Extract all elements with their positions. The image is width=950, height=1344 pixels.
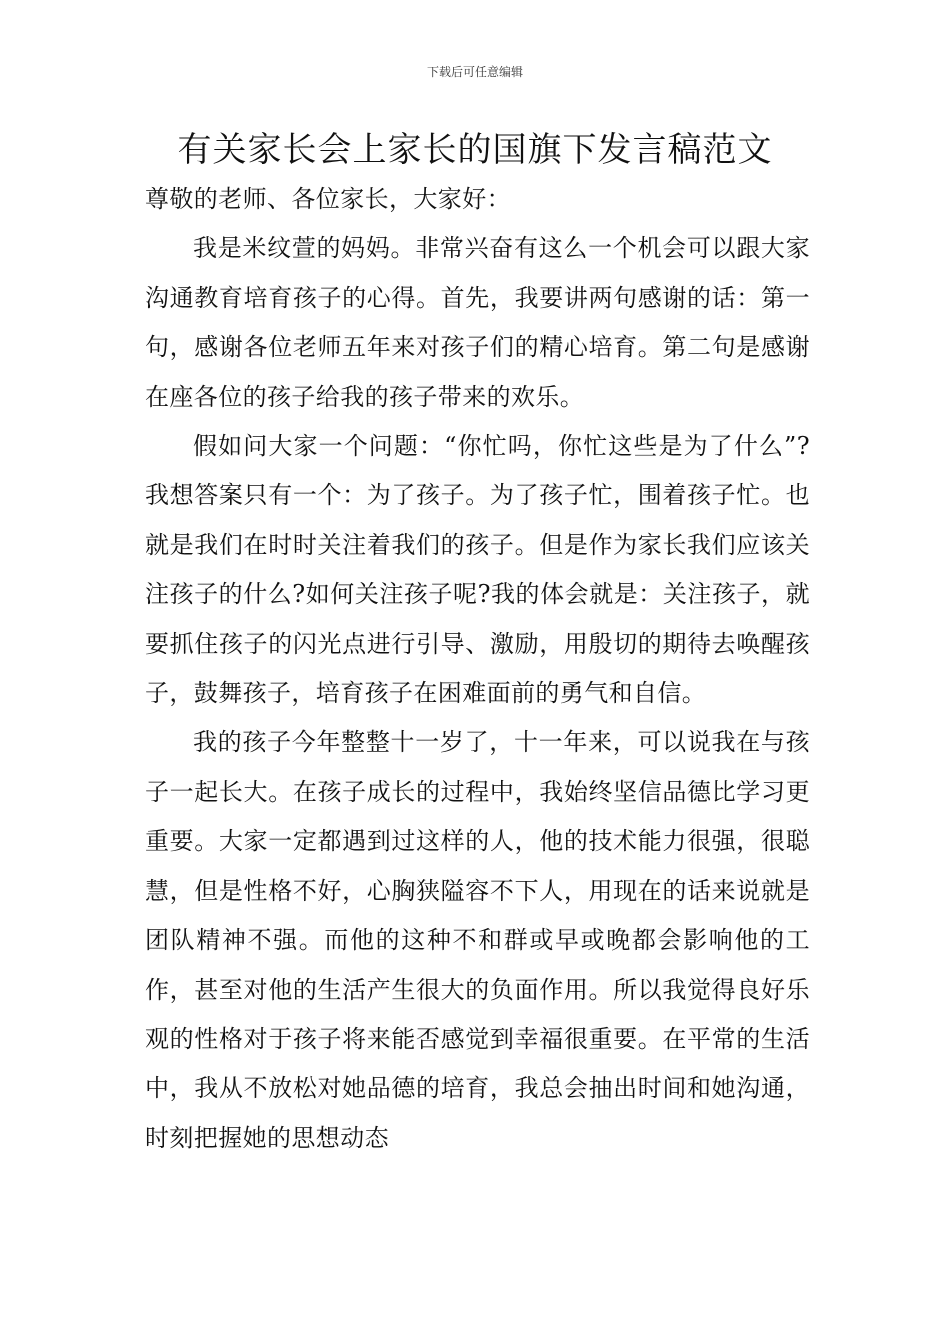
document-title: 有关家长会上家长的国旗下发言稿范文 bbox=[177, 130, 773, 170]
document-body bbox=[145, 175, 810, 1163]
greeting-line: 尊敬的老师、各位家长，大家好： bbox=[145, 185, 511, 213]
paragraph-1: 我是米纹萱的妈妈。非常兴奋有这么一个机会可以跟大家沟通教育培育孩子的心得。首先，我要讲两句感谢的话：第一句，感谢各位老师五年来对孩子们的精心培育。第二句是感谢在座各位的孩子给我的孩子带来的欢乐。 bbox=[145, 234, 810, 411]
page-header-note: 下载后可任意编辑 bbox=[426, 65, 523, 79]
paragraph-2: 假如问大家一个问题：“你忙吗，你忙这些是为了什么”?我想答案只有一个：为了孩子。为了孩子忙，围着孩子忙。也就是我们在时时关注着我们的孩子。但是作为家长我们应该关注孩子的什么?如何关注孩子呢?我的体会就是：关注孩子，就要抓住孩子的闪光点进行引导、激励，用殷切的期待去唤醒孩子，鼓舞孩子，培育孩子在困难面前的勇气和自信。 bbox=[145, 432, 810, 708]
paragraph-3: 我的孩子今年整整十一岁了，十一年来，可以说我在与孩子一起长大。在孩子成长的过程中，我始终坚信品德比学习更重要。大家一定都遇到过这样的人，他的技术能力很强，很聪慧，但是性格不好，心胸狭隘容不下人，用现在的话来说就是团队精神不强。而他的这种不和群或早或晚都会影响他的工作，甚至对他的生活产生很大的负面作用。所以我觉得良好乐观的性格对于孩子将来能否感觉到幸福很重要。在平常的生活中，我从不放松对她品德的培育，我总会抽出时间和她沟通，时刻把握她的思想动态 bbox=[145, 728, 810, 1152]
